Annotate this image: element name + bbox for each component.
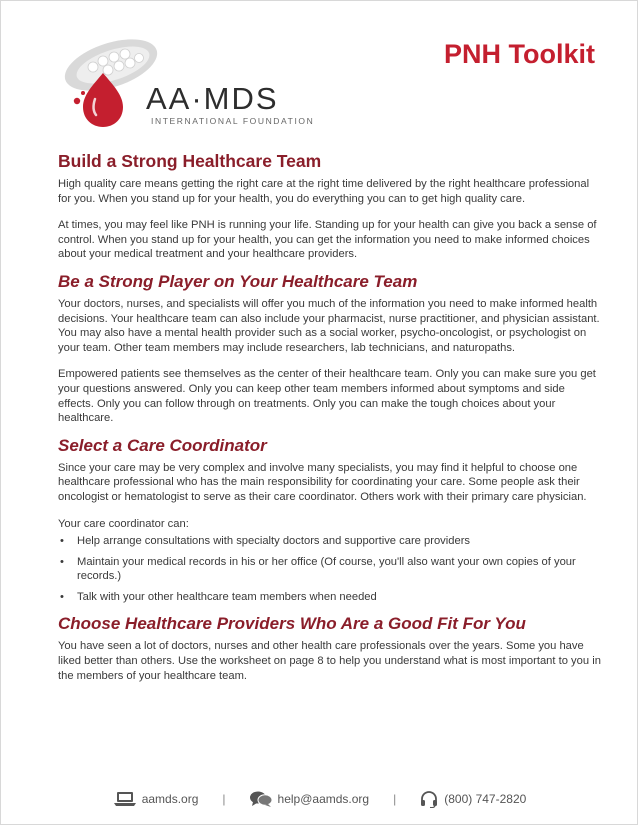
coordinator-list bbox=[58, 534, 603, 604]
footer-separator: | bbox=[393, 792, 397, 806]
email-link[interactable]: help@aamds.org bbox=[277, 792, 370, 806]
section-heading-care-coordinator: Select a Care Coordinator bbox=[58, 435, 267, 455]
list-intro: Your care coordinator can: bbox=[58, 517, 189, 530]
list-item: • Help arrange consultations with specialty doctors and supportive care providers bbox=[60, 535, 471, 548]
chat-bubbles-icon bbox=[250, 791, 272, 808]
section-heading-good-fit: Choose Healthcare Providers Who Are a Good Fit For You bbox=[58, 614, 526, 634]
paragraph: Since your care may be very complex and involve many specialists, you may find it helpful to choose one healthcare professional who has the main responsibility for coordinating your care. Some people ask their oncologist or hematologist to serve as their care coordinator. Others work with their primary care physician. bbox=[58, 461, 587, 503]
main-content bbox=[58, 151, 603, 695]
headset-icon bbox=[420, 790, 438, 808]
website-link[interactable]: aamds.org bbox=[141, 792, 199, 806]
list-item: • Maintain your medical records in his or her office (Of course, you'll also want your own copies of your records.) bbox=[60, 555, 576, 583]
list-item: • Talk with your other healthcare team members when needed bbox=[60, 590, 377, 603]
logo-wordmark: AA·MDS bbox=[146, 81, 279, 116]
section-heading-strong-player: Be a Strong Player on Your Healthcare Team bbox=[58, 271, 418, 291]
section-heading-build-team: Build a Strong Healthcare Team bbox=[58, 151, 322, 171]
footer-email[interactable] bbox=[250, 791, 370, 808]
paragraph: You have seen a lot of doctors, nurses and other health care professionals over the years. Some you have liked better than others. Use the worksheet on page 8 to help you understand what is most important to you in the members of your healthcare team. bbox=[58, 640, 601, 682]
footer-website[interactable] bbox=[114, 791, 199, 807]
footer-phone[interactable] bbox=[420, 790, 526, 808]
paragraph: Your doctors, nurses, and specialists will offer you much of the information you need to make informed health decisions. Your healthcare team can also include your pharmacist, nurse practitioner, and physician assistant. You may also have a mental health provider such as a social worker, psycho-oncologist, or psychologist on your team. Other team members may include researchers, lab technicians, and naturopaths. bbox=[58, 297, 600, 354]
phone-number[interactable]: (800) 747-2820 bbox=[444, 792, 527, 806]
paragraph: At times, you may feel like PNH is running your life. Standing up for your health can give you back a sense of control. When you stand up for your health, you can get the information you need to make informed choices about your medical treatment and your healthcare providers. bbox=[58, 219, 597, 261]
paragraph: High quality care means getting the right care at the right time delivered by the right healthcare professional for you. When you stand up for your health, you do everything you can to get high quality care. bbox=[58, 178, 590, 205]
aamds-logo bbox=[53, 37, 313, 137]
footer-separator: | bbox=[222, 792, 226, 806]
paragraph: Empowered patients see themselves as the center of their healthcare team. Only you can make sure you get your questions answered. Only you can keep other team members informed about symptoms and side effects. Only you can follow through on treatments. Only you can make the tough choices about your healthcare. bbox=[58, 368, 596, 425]
document-title: PNH Toolkit bbox=[444, 39, 595, 69]
logo-subtitle: INTERNATIONAL FOUNDATION bbox=[151, 116, 315, 126]
laptop-icon bbox=[114, 791, 136, 807]
footer-contact bbox=[1, 787, 638, 811]
